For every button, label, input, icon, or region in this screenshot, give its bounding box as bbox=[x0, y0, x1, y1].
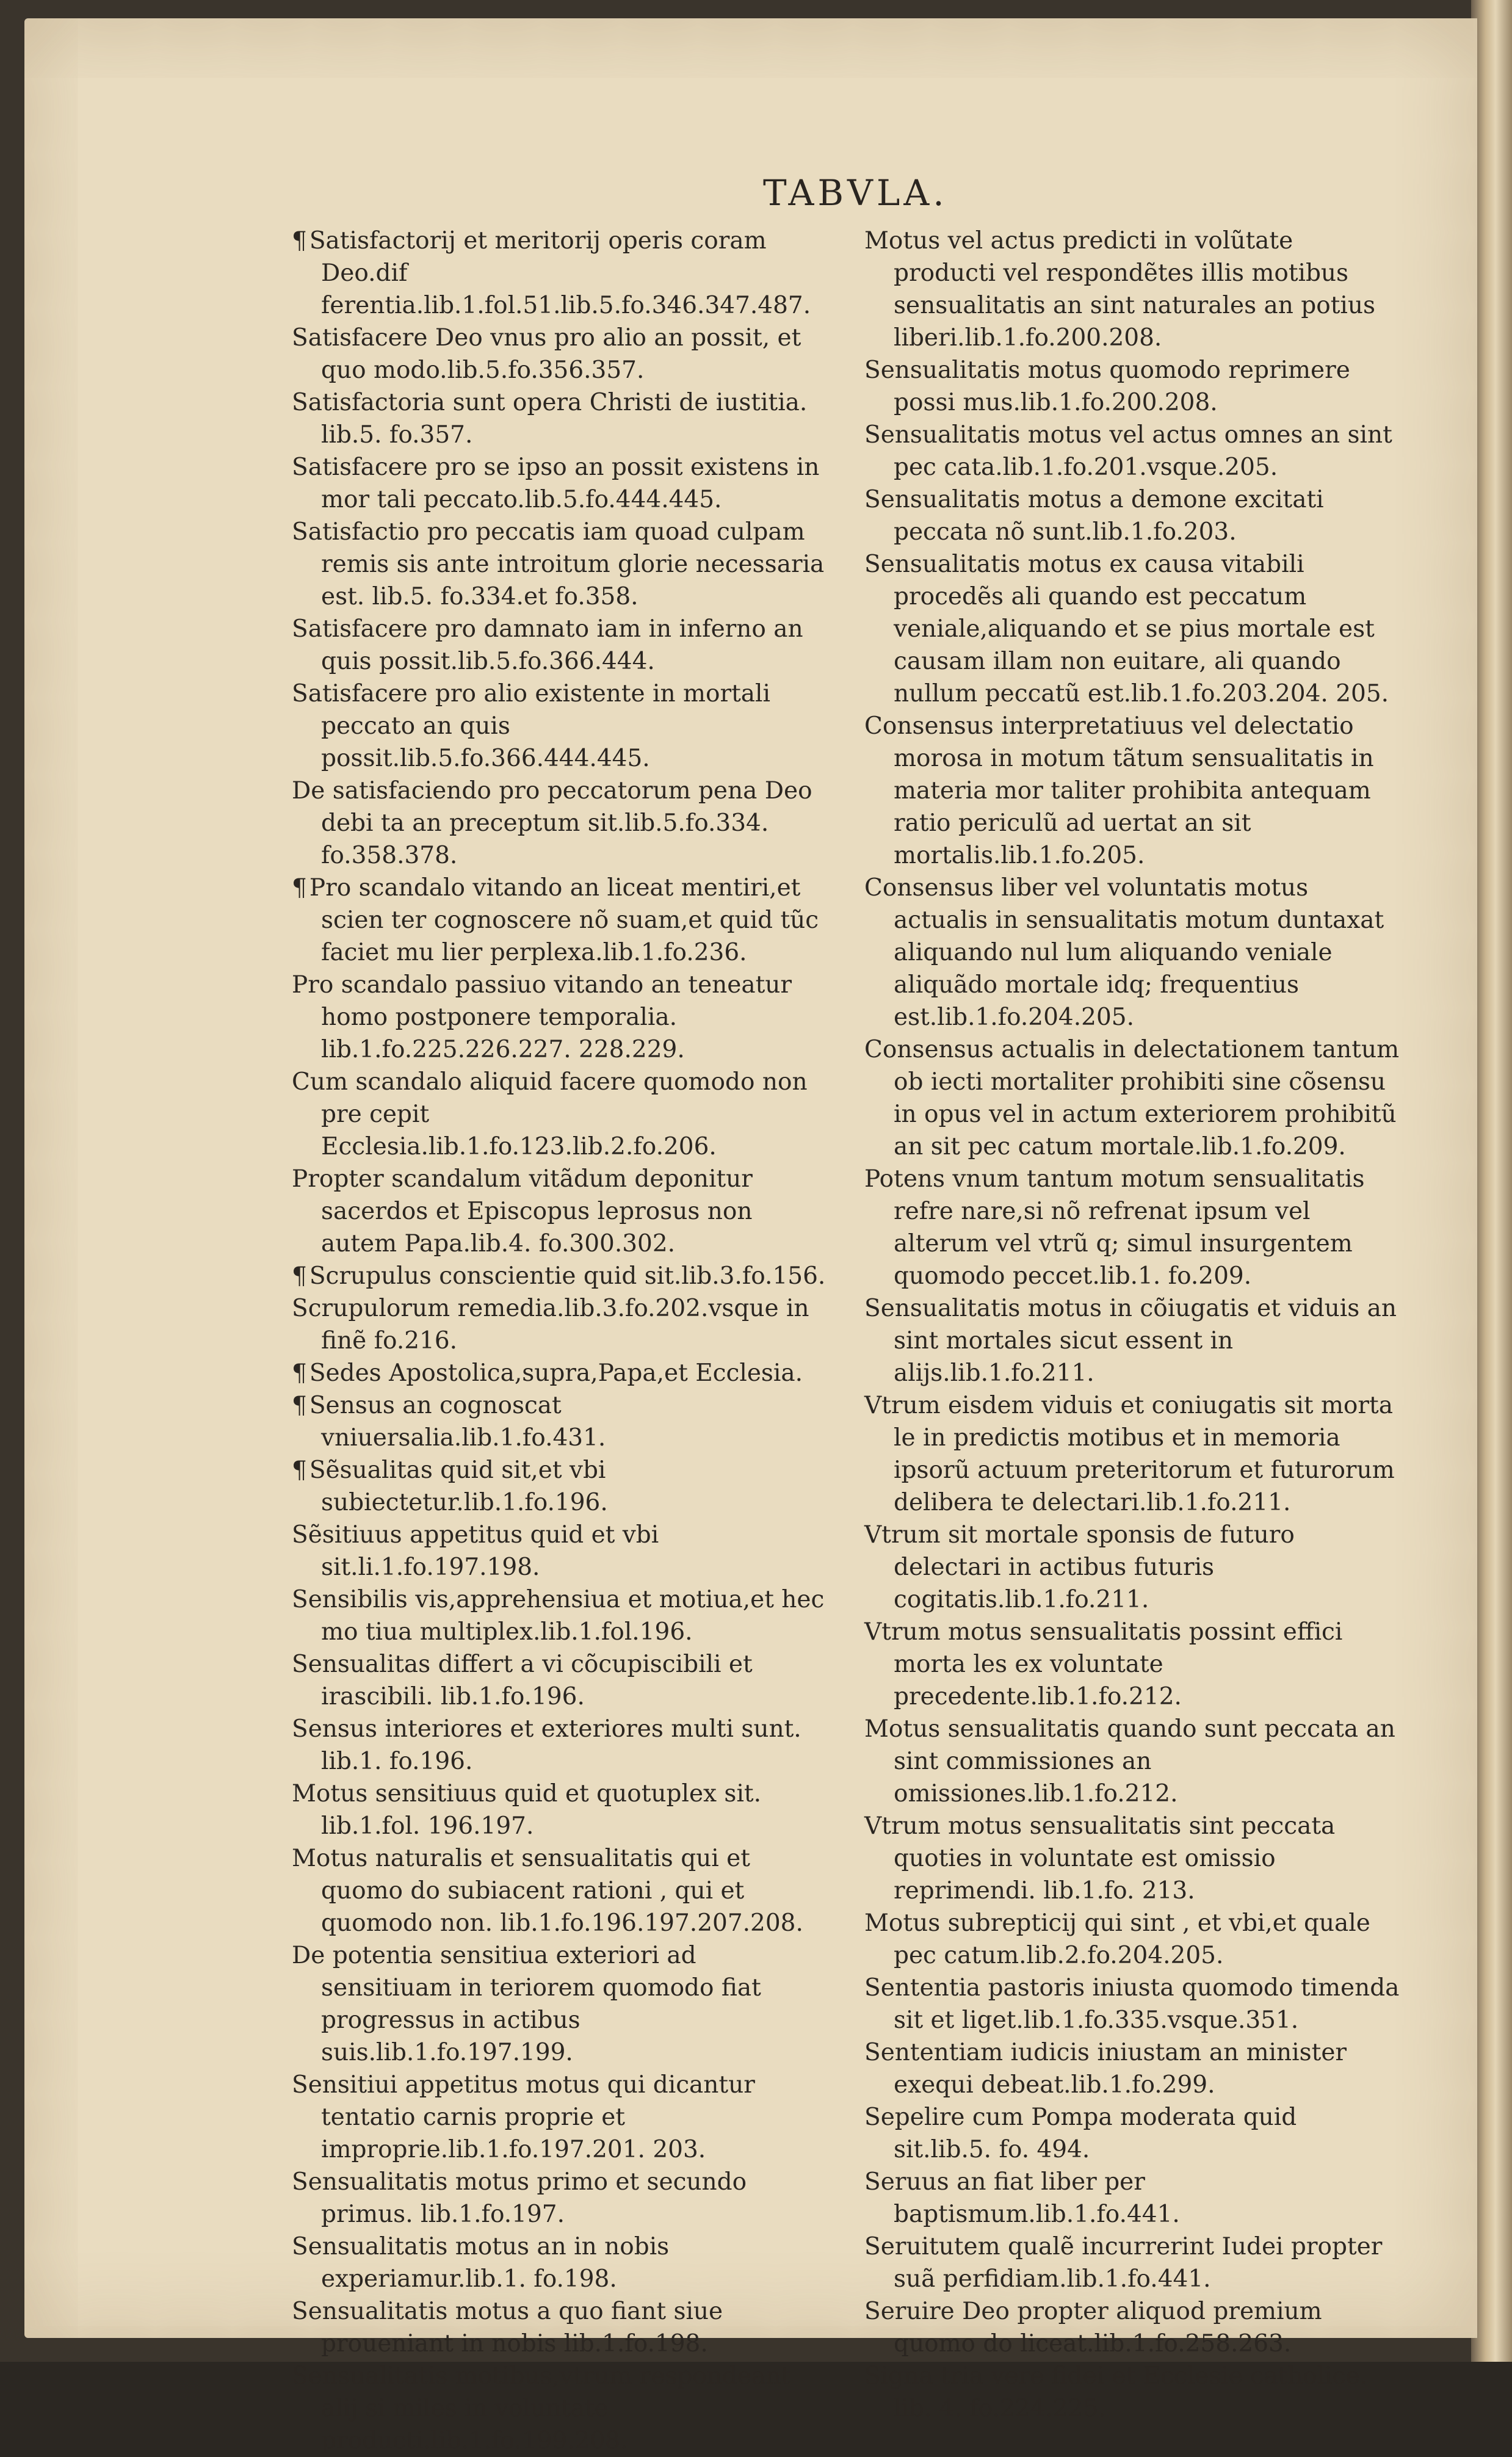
index-entry bbox=[864, 225, 1402, 354]
index-entry bbox=[292, 322, 829, 386]
index-entry-text: De satisfaciendo pro peccatorum pena Deo debi ta an preceptum sit.lib.5.fo.334. fo.358.378. bbox=[292, 777, 812, 869]
index-entry-text: Consensus liber vel voluntatis motus actualis in sensualitatis motum duntaxat aliquando nul lum aliquando veniale aliquãdo mortale idq; frequentius est.lib.1.fo.204.205. bbox=[864, 874, 1384, 1031]
index-entry bbox=[292, 678, 829, 775]
index-entry-text: Sensus interiores et exteriores multi sunt. lib.1. fo.196. bbox=[292, 1715, 801, 1775]
index-entry bbox=[292, 1519, 829, 1583]
index-entry-text: Satisfactorij et meritorij operis coram Deo.dif ferentia.lib.1.fol.51.lib.5.fo.346.347.487. bbox=[309, 227, 811, 319]
index-entry-text: Motus naturalis et sensualitatis qui et quomo do subiacent rationi , qui et quomodo non. lib.1.fo.196.197.207.208. bbox=[292, 1845, 803, 1937]
index-entry bbox=[292, 1163, 829, 1260]
index-entry bbox=[292, 386, 829, 451]
index-entry-text: Motus subrepticij qui sint , et vbi,et quale pec catum.lib.2.fo.204.205. bbox=[864, 1909, 1370, 1969]
index-entry bbox=[864, 1972, 1402, 2036]
index-entry-text: Motus vel actus predicti in volũtate producti vel respondẽtes illis motibus sensualitatis an sint naturales an potius liberi.lib.1.fo.200.208. bbox=[864, 227, 1375, 352]
index-entry-text: Propter scandalum vitãdum deponitur sacerdos et Episcopus leprosus non autem Papa.lib.4. fo.300.302. bbox=[292, 1165, 753, 1257]
index-entry bbox=[292, 2069, 829, 2166]
index-entry-text: Sensualitatis motus quomodo reprimere possi mus.lib.1.fo.200.208. bbox=[864, 356, 1350, 416]
index-entry-text: Cum scandalo aliquid facere quomodo non pre cepit Ecclesia.lib.1.fo.123.lib.2.fo.206. bbox=[292, 1068, 808, 1160]
index-entry bbox=[292, 2231, 829, 2295]
index-entry-text: Satisfacere Deo vnus pro alio an possit, et quo modo.lib.5.fo.356.357. bbox=[292, 324, 801, 384]
index-entry-text: Satisfacere pro alio existente in mortali peccato an quis possit.lib.5.fo.366.444.445. bbox=[292, 680, 770, 772]
index-entry bbox=[292, 969, 829, 1066]
index-entry-text: Sensualitatis motus a quo fiant siue proueniant in nobis lib.1.fo.198. bbox=[292, 2298, 723, 2357]
index-entry-text: Sensualitatis motus an in nobis experiamur.lib.1. fo.198. bbox=[292, 2233, 670, 2293]
index-entry bbox=[292, 1066, 829, 1163]
index-entry bbox=[292, 2295, 829, 2360]
index-entry-text: Sensualitatis motus in cõiugatis et viduis an sint mortales sicut essent in alijs.lib.1.fo.211. bbox=[864, 1295, 1397, 1387]
pilcrow-mark: ¶ bbox=[292, 227, 307, 255]
index-entry-text: Sensualitatis motus a demone excitati peccata nõ sunt.lib.1.fo.203. bbox=[864, 486, 1324, 546]
index-entry bbox=[864, 2166, 1402, 2231]
index-entry bbox=[292, 1648, 829, 1713]
index-entry-text: Motus sensualitatis quando sunt peccata an sint commissiones an omissiones.lib.1.fo.212. bbox=[864, 1715, 1395, 1807]
index-entry bbox=[864, 1713, 1402, 1810]
right-column bbox=[864, 225, 1402, 2425]
index-entry bbox=[864, 2360, 1402, 2425]
pilcrow-mark: ¶ bbox=[292, 1359, 307, 1387]
index-entry-text: Pro scandalo vitando an liceat mentiri,et scien ter cognoscere nõ suam,et quid tũc faciet mu lier perplexa.lib.1.fo.236. bbox=[309, 874, 819, 966]
index-entry-text: Satisfacere pro se ipso an possit existens in mor tali peccato.lib.5.fo.444.445. bbox=[292, 454, 820, 513]
index-entry-text: Consensus interpretatiuus vel delectatio morosa in motum tãtum sensualitatis in materia mor taliter prohibita antequam ratio periculũ ad uertat an sit mortalis.lib.1.fo.205. bbox=[864, 712, 1374, 869]
index-entry bbox=[292, 1389, 829, 1454]
index-entry bbox=[292, 613, 829, 678]
index-entry-text: Motus sensitiuus quid et quotuplex sit. lib.1.fol. 196.197. bbox=[292, 1780, 761, 1840]
index-entry-text: Sententia pastoris iniusta quomodo timenda sit et liget.lib.1.fo.335.vsque.351. bbox=[864, 1974, 1400, 2034]
index-entry-text: Satisfactoria sunt opera Christi de iustitia. lib.5. fo.357. bbox=[292, 389, 808, 449]
index-entry-text: Consensus actualis in delectationem tantum ob iecti mortaliter prohibiti sine cõsensu in opus vel in actum exteriorem prohibitũ an sit pec catum mortale.lib.1.fo.209. bbox=[864, 1036, 1400, 1160]
index-entry-text: Potens vnum tantum motum sensualitatis refre nare,si nõ refrenat ipsum vel alterum vel vtrũ q; simul insurgentem quomodo peccet.lib.1. fo.209. bbox=[864, 1165, 1365, 1290]
index-entry bbox=[864, 1033, 1402, 1163]
index-entry bbox=[292, 1842, 829, 1939]
index-entry-text: Satisfactio pro peccatis iam quoad culpam remis sis ante introitum glorie necessaria est. lib.5. fo.334.et fo.358. bbox=[292, 518, 825, 610]
index-entry bbox=[292, 451, 829, 516]
index-entry-text: Sensualitatis motus primo et secundo primus. lib.1.fo.197. bbox=[292, 2168, 747, 2228]
pilcrow-mark: ¶ bbox=[292, 1456, 307, 1484]
index-entry bbox=[864, 2036, 1402, 2101]
index-entry bbox=[864, 1810, 1402, 1907]
index-entry bbox=[292, 872, 829, 969]
index-entry-text: Sepelire cum Pompa moderata quid sit.lib.5. fo. 494. bbox=[864, 2104, 1297, 2163]
index-entry bbox=[292, 2360, 829, 2457]
index-entry bbox=[864, 1519, 1402, 1616]
index-entry bbox=[864, 354, 1402, 419]
index-entry-text: Seruire Deo propter aliquod premium quomo do liceat.lib.1.fo.258.263. bbox=[864, 2298, 1322, 2357]
index-entry bbox=[864, 1907, 1402, 1972]
index-entry bbox=[864, 548, 1402, 710]
index-entry-text: Sẽsualitas quid sit,et vbi subiectetur.lib.1.fo.196. bbox=[309, 1456, 608, 1516]
index-entry-text: Sensibilis vis,apprehensiua et motiua,et hec mo tiua multiplex.lib.1.fol.196. bbox=[292, 1586, 825, 1646]
index-entry bbox=[292, 1583, 829, 1648]
index-entry-text: Vtrum eisdem viduis et coniugatis sit morta le in predictis motibus et in memoria ipsorũ actuum preteritorum et futurorum delibera te delectari.lib.1.fo.211. bbox=[864, 1392, 1395, 1516]
index-entry bbox=[864, 2101, 1402, 2166]
page-edge bbox=[1471, 0, 1512, 2362]
left-column bbox=[292, 225, 829, 2457]
index-entry bbox=[292, 1292, 829, 1357]
index-entry-text: Sẽsitiuus appetitus quid et vbi sit.li.1.fo.197.198. bbox=[292, 1521, 659, 1581]
index-entry bbox=[864, 2231, 1402, 2295]
index-entry bbox=[864, 1163, 1402, 1292]
index-entry-text: Sensualitas differt a vi cõcupiscibili et irascibili. lib.1.fo.196. bbox=[292, 1651, 753, 1710]
index-entry-text: Vtrum sit mortale sponsis de futuro delectari in actibus futuris cogitatis.lib.1.fo.211. bbox=[864, 1521, 1295, 1613]
pilcrow-mark: ¶ bbox=[292, 1262, 307, 1290]
pilcrow-mark: ¶ bbox=[292, 1392, 307, 1419]
index-entry-text: Pro scandalo passiuo vitando an teneatur homo postponere temporalia. lib.1.fo.225.226.227. 228.229. bbox=[292, 971, 792, 1063]
index-entry bbox=[864, 1616, 1402, 1713]
index-entry-text: Vtrum motus sensualitatis possint effici morta les ex voluntate precedente.lib.1.fo.212. bbox=[864, 1618, 1343, 1710]
index-entry-text: De potentia sensitiua exteriori ad sensitiuam in teriorem quomodo fiat progressus in actibus suis.lib.1.fo.197.199. bbox=[292, 1942, 761, 2066]
index-entry-text: Sententiam iudicis iniustam an minister exequi debeat.lib.1.fo.299. bbox=[864, 2039, 1347, 2099]
index-entry-text: Sensualitatis motus vel actus omnes an sint pec cata.lib.1.fo.201.vsque.205. bbox=[864, 421, 1392, 481]
index-entry bbox=[292, 1778, 829, 1842]
index-entry-text: Sedes Apostolica,supra,Papa,et Ecclesia. bbox=[309, 1359, 803, 1387]
index-entry bbox=[292, 1260, 829, 1292]
index-entry bbox=[292, 1454, 829, 1519]
index-entry-text: Sensualitatis motus ex causa vitabili procedẽs ali quando est peccatum veniale,aliquando et se pius mortale est causam illam non euitare, ali quando nullum peccatũ est.lib.1.fo.203.204. 205. bbox=[864, 551, 1389, 707]
index-entry bbox=[864, 483, 1402, 548]
index-entry bbox=[864, 872, 1402, 1033]
index-entry-text: Signa tria vere fidei et Ecclesie catholice. lib. 4. fo.224.225. bbox=[864, 2362, 1367, 2422]
index-entry-text: Satisfacere pro damnato iam in inferno an quis possit.lib.5.fo.366.444. bbox=[292, 615, 803, 675]
index-entry bbox=[292, 225, 829, 322]
index-entry-text: Seruitutem qualẽ incurrerint Iudei propter suã perfidiam.lib.1.fo.441. bbox=[864, 2233, 1383, 2293]
index-entry bbox=[864, 419, 1402, 483]
index-entry-text: Scrupulorum remedia.lib.3.fo.202.vsque in finẽ fo.216. bbox=[292, 1295, 809, 1355]
index-entry bbox=[864, 2295, 1402, 2360]
index-entry bbox=[292, 2166, 829, 2231]
index-entry-text: Sensualitatis motibus,vtrum respondeant alij si miles in voluntate producti.lib.1.fo.199.208. bbox=[292, 2362, 791, 2455]
index-entry bbox=[292, 1713, 829, 1778]
index-entry bbox=[292, 1939, 829, 2069]
pilcrow-mark: ¶ bbox=[292, 874, 307, 902]
index-entry-text: Vtrum motus sensualitatis sint peccata quoties in voluntate est omissio reprimendi. lib.1.fo. 213. bbox=[864, 1812, 1336, 1905]
index-entry bbox=[864, 1292, 1402, 1389]
index-entry-text: Scrupulus conscientie quid sit.lib.3.fo.156. bbox=[309, 1262, 826, 1290]
index-entry bbox=[864, 710, 1402, 872]
index-entry-text: Seruus an fiat liber per baptismum.lib.1.fo.441. bbox=[864, 2168, 1180, 2228]
running-head: TABVLA. bbox=[763, 172, 948, 214]
index-entry bbox=[292, 775, 829, 872]
index-entry bbox=[292, 516, 829, 613]
index-entry bbox=[292, 1357, 829, 1389]
index-entry-text: Sensitiui appetitus motus qui dicantur tentatio carnis proprie et improprie.lib.1.fo.197.201. 203. bbox=[292, 2071, 755, 2163]
index-entry-text: Sensus an cognoscat vniuersalia.lib.1.fo.431. bbox=[309, 1392, 606, 1452]
index-entry bbox=[864, 1389, 1402, 1519]
